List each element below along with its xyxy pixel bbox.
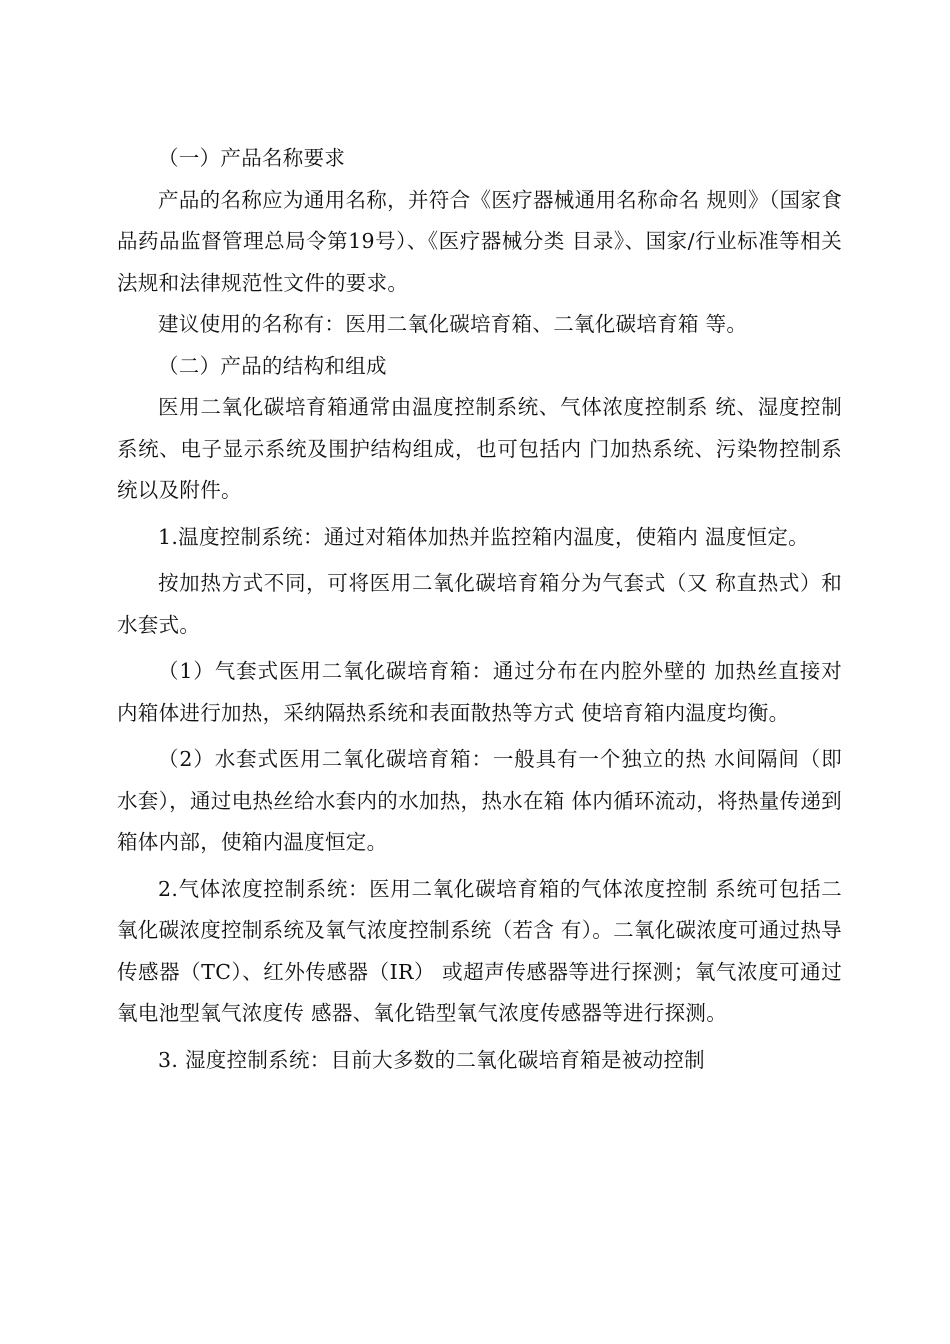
- heading-product-name-requirements: （一）产品名称要求: [158, 146, 346, 170]
- document-body: [117, 138, 842, 1081]
- paragraph-water-jacket: （2）水套式医用二氧化碳培育箱：一般具有一个独立的热 水间隔间（即水套），通过电热丝给水套内的水加热，热水在箱 体内循环流动，将热量传递到箱体内部，使箱内温度恒定。: [117, 747, 842, 854]
- paragraph-air-jacket: （1）气套式医用二氧化碳培育箱：通过分布在内腔外壁的 加热丝直接对内箱体进行加热，采纳隔热系统和表面散热等方式 使培育箱内温度均衡。: [117, 659, 842, 725]
- paragraph-structure-overview: 医用二氧化碳培育箱通常由温度控制系统、气体浓度控制系 统、湿度控制系统、电子显示系统及围护结构组成，也可包括内 门加热系统、污染物控制系统以及附件。: [117, 395, 842, 502]
- heading-product-structure: （二）产品的结构和组成: [158, 353, 387, 378]
- paragraph-gas-concentration: 2.气体浓度控制系统：医用二氧化碳培育箱的气体浓度控制 系统可包括二氧化碳浓度控制系统及氧气浓度控制系统（若含 有）。二氧化碳浓度可通过热导传感器（TC）、红外传感器（IR） 或超声传感器等进行探测；氧气浓度可通过氧电池型氧气浓度传 感器、氧化锆型氧气浓度传感器等进行探测。: [117, 876, 842, 1025]
- paragraph-suggested-names: 建议使用的名称有：医用二氧化碳培育箱、二氧化碳培育箱 等。: [158, 312, 748, 336]
- paragraph-heating-types: 按加热方式不同，可将医用二氧化碳培育箱分为气套式（又 称直热式）和水套式。: [117, 571, 842, 637]
- paragraph-humidity-control: 3. 湿度控制系统：目前大多数的二氧化碳培育箱是被动控制: [158, 1047, 705, 1072]
- paragraph-product-name: 产品的名称应为通用名称，并符合《医疗器械通用名称命名 规则》（国家食品药品监督管理总局令第19号）、《医疗器械分类 目录》、国家/行业标准等相关法规和法律规范性文件的要求。: [117, 187, 842, 295]
- paragraph-temperature-control: 1.温度控制系统：通过对箱体加热并监控箱内温度，使箱内 温度恒定。: [158, 524, 809, 549]
